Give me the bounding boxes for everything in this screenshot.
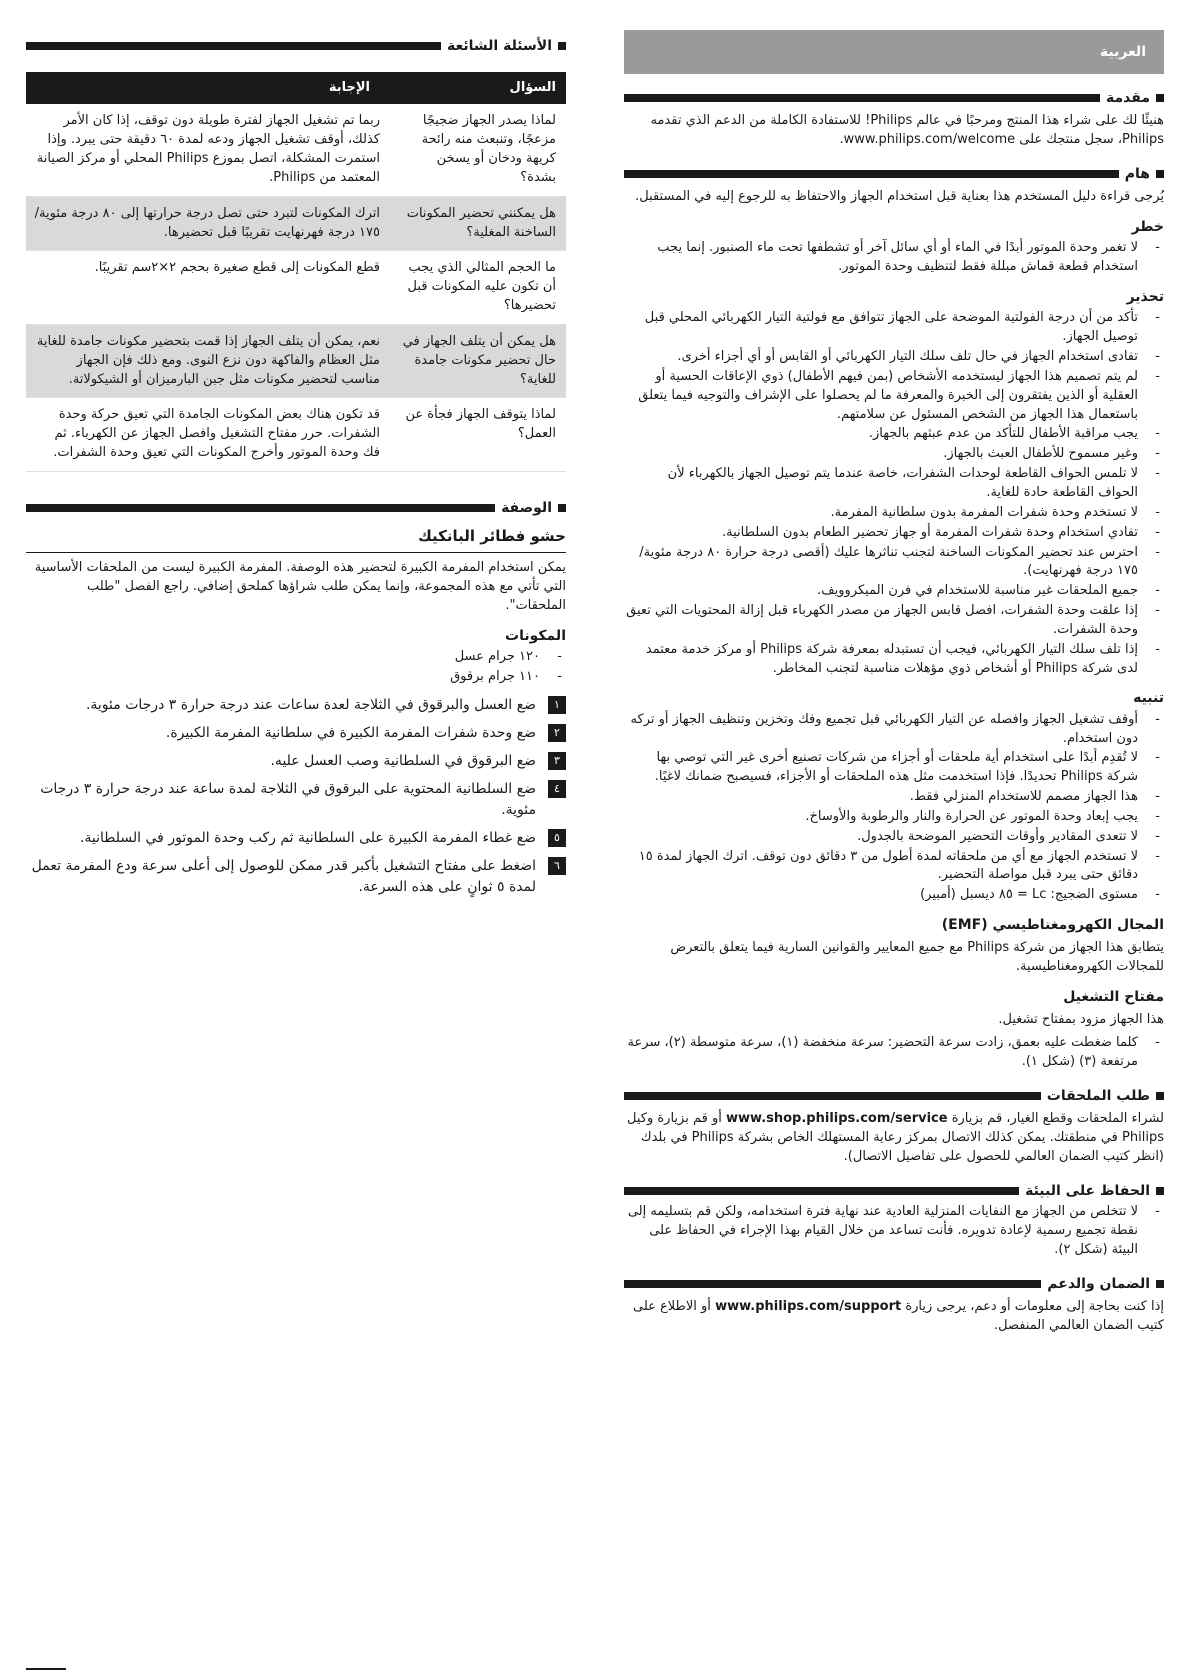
faq-table-header [26,72,566,104]
recipe-name: حشو فطائر البانكيك [26,526,566,553]
support-title: الضمان والدعم [1047,1275,1150,1292]
section-important-header [624,164,1164,184]
recipe-step: ٢ ضع وحدة شفرات المفرمة الكبيرة في سلطانية المفرمة الكبيرة. [26,723,566,743]
table-row: ما الحجم المثالي الذي يجب أن تكون عليه المكونات قبل تحضيرها؟ قطع المكونات إلى قطع صغيرة بحجم ٢×٢سم تقريبًا. [26,251,566,325]
list-item: - تأكد من أن درجة الفولتية الموضحة على الجهاز تتوافق مع فولتية التيار الكهربائي المحلي قبل توصيل الجهاز. [624,309,1164,347]
step-number: ٣ [548,752,566,770]
emf-title: المجال الكهرومغناطيسي (EMF) [941,917,1164,934]
list-item: - هذا الجهاز مصمم للاستخدام المنزلي فقط. [624,788,1164,807]
caution-list [624,711,1164,905]
list-item: - جميع الملحقات غير مناسبة للاستخدام في فرن الميكروويف. [624,582,1164,601]
switch-title: مفتاح التشغيل [1063,989,1164,1006]
list-item: - أوقف تشغيل الجهاز وافصله عن التيار الكهربائي قبل تجميع وفك وتخزين وتنظيف الجهاز أو تركه دون استخدام. [624,711,1164,749]
switch-list [624,1034,1164,1072]
environment-title: الحفاظ على البيئة [1025,1182,1150,1199]
list-item: - احترس عند تحضير المكونات الساخنة لتجنب تناثرها عليك (أقصى درجة حرارة ٨٠ درجة مئوية/١٧٥ درجة فهرنهايت). [624,544,1164,582]
ingredients-list [26,648,566,687]
list-item: - ١١٠ جرام برقوق [26,668,566,687]
list-item: - لا تتعدى المقادير وأوقات التحضير الموضحة بالجدول. [624,828,1164,847]
list-item: - إذا تلف سلك التيار الكهربائي، فيجب أن تستبدله بمعرفة شركة Philips أو مركز خدمة معتمد لدى شركة Philips أو أشخاص ذوي مؤهلات مناسبة لتجنب المخاطر. [624,641,1164,679]
faq-col-question: السؤال [509,79,556,95]
step-number: ٤ [548,780,566,798]
list-item: - تفادى استخدام الجهاز في حال تلف سلك التيار الكهربائي أو القابس أو أي أجزاء أخرى. [624,348,1164,367]
step-number: ١ [548,696,566,714]
danger-list [624,239,1164,277]
recipe-steps [26,695,566,897]
warning-list [624,309,1164,678]
recipe-step: ٥ ضع غطاء المفرمة الكبيرة على السلطانية ثم ركب وحدة الموتور في السلطانية. [26,828,566,848]
table-row: لماذا يتوقف الجهاز فجأة عن العمل؟ قد تكون هناك بعض المكونات الجامدة التي تعيق حركة وحدة الشفرات. حرر مفتاح التشغيل وافصل الجهاز عن الكهرباء. ثم فك وحدة الموتور وأخرج المكونات التي تعيق وحدة الشفرات. [26,398,566,472]
support-text: إذا كنت بحاجة إلى معلومات أو دعم، يرجى زيارة www.philips.com/support أو الاطلاع على كتيب الضمان العالمي المنفصل. [632,1298,1164,1333]
accessories-title: طلب الملحقات [1046,1087,1150,1104]
faq-title: الأسئلة الشائعة [447,38,552,54]
list-item: - يجب إبعاد وحدة الموتور عن الحرارة والنار والرطوبة والأوساخ. [624,808,1164,827]
recipe-step: ٤ ضع السلطانية المحتوية على البرقوق في الثلاجة لمدة ساعة عند درجة حرارة ٣ درجات مئوية. [26,779,566,820]
section-accessories-header [624,1086,1164,1106]
page-footer-mark [26,1668,66,1670]
section-recipe-header [26,498,566,518]
table-row: هل يمكنني تحضير المكونات الساخنة المغلية؟ اترك المكونات لتبرد حتى تصل درجة حرارتها إلى ٨٠ درجة مئوية/١٧٥ درجة فهرنهايت تقريبًا قبل تحضيرها. [26,197,566,252]
list-item: - كلما ضغطت عليه بعمق، زادت سرعة التحضير: سرعة منخفضة (١)، سرعة متوسطة (٢)، سرعة مرتفعة (٣) (شكل ١). [624,1034,1164,1072]
list-item: - لا تتخلص من الجهاز مع النفايات المنزلية العادية عند نهاية فترة استخدامه، ولكن قم بتسليمه إلى نقطة تجميع رسمية لإعادة تدويره. فأنت تساعد من خلال القيام بهذا الإجراء في الحفاظ على البيئة (شكل ٢). [624,1203,1164,1260]
section-faq-header [26,36,566,56]
table-row: لماذا يصدر الجهاز ضجيجًا مزعجًا، وتنبعث منه رائحة كريهة ودخان أو يسخن بشدة؟ ربما تم تشغيل الجهاز لفترة طويلة دون توقف، إذا كان الأمر كذلك، أوقف تشغيل الجهاز ودعه لمدة ٦٠ دقيقة حتى يبرد. وإذا استمرت المشكلة، اتصل بموزع Philips المحلي أو مركز الصيانة المعتمد من Philips. [26,104,566,196]
important-title: هام [1124,165,1150,182]
section-support-header [624,1274,1164,1294]
important-text: يُرجى قراءة دليل المستخدم هذا بعناية قبل استخدام الجهاز والاحتفاظ به للرجوع إليه في المستقبل. [635,189,1164,205]
right-column [624,30,1164,1340]
caution-title: تنبيه [1133,690,1164,707]
list-item: - إذا علقت وحدة الشفرات، افصل قابس الجهاز من مصدر الكهرباء قبل إزالة المحتويات التي تعيق وحدة الشفرات. [624,602,1164,640]
list-item: - لا تستخدم وحدة شفرات المفرمة بدون سلطانية المفرمة. [624,504,1164,523]
list-item: - لا تُقدِم أبدًا على استخدام أية ملحقات أو أجزاء من شركات تصنيع أخرى غير التي توصي بها شركة Philips تحديدًا. فإذا استخدمت مثل هذه الملحقات أو الأجزاء، فسيصبح ضمانك لاغيًا. [624,749,1164,787]
list-item: - مستوى الضجيج: Lc = ٨٥ ديسبل (أمبير) [624,886,1164,905]
intro-title: مقدمة [1106,90,1150,106]
list-item: - لا تستخدم الجهاز مع أي من ملحقاته لمدة أطول من ٣ دقائق دون توقف. اترك الجهاز لمدة ١٥ دقائق حتى يبرد قبل مواصلة التحضير. [624,848,1164,886]
list-item: - تفادي استخدام وحدة شفرات المفرمة أو جهاز تحضير الطعام بدون السلطانية. [624,524,1164,543]
list-item: - لا تلمس الحواف القاطعة لوحدات الشفرات، خاصة عندما يتم توصيل الجهاز بالكهرباء لأن الحواف القاطعة حادة للغاية. [624,465,1164,503]
emf-text: يتطابق هذا الجهاز من شركة Philips مع جميع المعايير والقوانين السارية فيما يتعلق بالتعرض للمجالات الكهرومغناطيسية. [670,940,1164,975]
step-number: ٥ [548,829,566,847]
shop-link[interactable]: www.shop.philips.com/service [726,1111,948,1127]
recipe-step: ٣ ضع البرقوق في السلطانية وصب العسل عليه. [26,751,566,771]
left-column [26,30,566,905]
ingredients-title: المكونات [505,627,566,644]
environment-list [624,1203,1164,1260]
table-row: هل يمكن أن يتلف الجهاز في حال تحضير مكونات جامدة للغاية؟ نعم، يمكن أن يتلف الجهاز إذا قمت بتحضير مكونات جامدة للغاية مثل العظام والفاكهة دون نزع النوى. ومع ذلك فإن الجهاز مناسب لتحضير مكونات مثل جبن البارميزان أو الشيكولاتة. [26,325,566,399]
language-label: العربية [1099,43,1146,60]
intro-text: هنيئًا لك على شراء هذا المنتج ومرحبًا في عالم Philips! للاستفادة الكاملة من الدعم الذي تقدمه Philips، سجل منتجك على www.philips.com/welcome. [650,113,1164,148]
warning-title: تحذير [1126,289,1164,306]
recipe-title: الوصفة [501,499,552,516]
section-intro-header [624,88,1164,108]
list-item: - لا تغمر وحدة الموتور أبدًا في الماء أو أي سائل آخر أو تشطفها تحت ماء الصنبور. إنما يجب استخدام قطعة قماش مبللة فقط لتنظيف وحدة الموتور. [624,239,1164,277]
step-number: ٦ [548,857,566,875]
language-header [624,30,1164,74]
recipe-step: ٦ اضغط على مفتاح التشغيل بأكبر قدر ممكن للوصول إلى أعلى سرعة ودع المفرمة تعمل لمدة ٥ ثوانٍ على هذه السرعة. [26,856,566,897]
list-item: - يجب مراقبة الأطفال للتأكد من عدم عبثهم بالجهاز. [624,425,1164,444]
danger-title: خطر [1131,219,1164,236]
list-item: - ١٢٠ جرام عسل [26,648,566,667]
step-number: ٢ [548,724,566,742]
switch-text: هذا الجهاز مزود بمفتاح تشغيل. [998,1012,1164,1028]
list-item: - لم يتم تصميم هذا الجهاز ليستخدمه الأشخاص (بمن فيهم الأطفال) ذوي الإعاقات الحسية أو العقلية أو الذين يفتقرون إلى الخبرة والمعرفة ما لم يحصلوا على الإشراف والتوجيه فيما يتعلق باستعمال هذا الجهاز من الشخص المسئول عن سلامتهم. [624,368,1164,425]
section-environment-header [624,1181,1164,1201]
list-item: - وغير مسموح للأطفال العبث بالجهاز. [624,445,1164,464]
recipe-step: ١ ضع العسل والبرقوق في الثلاجة لعدة ساعات عند درجة حرارة ٣ درجات مئوية. [26,695,566,715]
accessories-text: لشراء الملحقات وقطع الغيار، قم بزيارة www.shop.philips.com/service أو قم بزيارة وكيل Philips في منطقتك. يمكن كذلك الاتصال بمركز رعاية المستهلك الخاص بشركة Philips في بلدك (انظر كتيب الضمان العالمي للحصول على تفاصيل الاتصال). [627,1111,1164,1164]
recipe-intro: يمكن استخدام المفرمة الكبيرة لتحضير هذه الوصفة. المفرمة الكبيرة ليست من الملحقات الأساسية التي تأتي مع هذه المجموعة، وإنما يمكن طلب شراؤها كملحق إضافي. راجع الفصل "طلب الملحقات". [34,560,566,613]
support-link[interactable]: www.philips.com/support [715,1298,902,1314]
faq-col-answer: الإجابة [328,79,370,95]
